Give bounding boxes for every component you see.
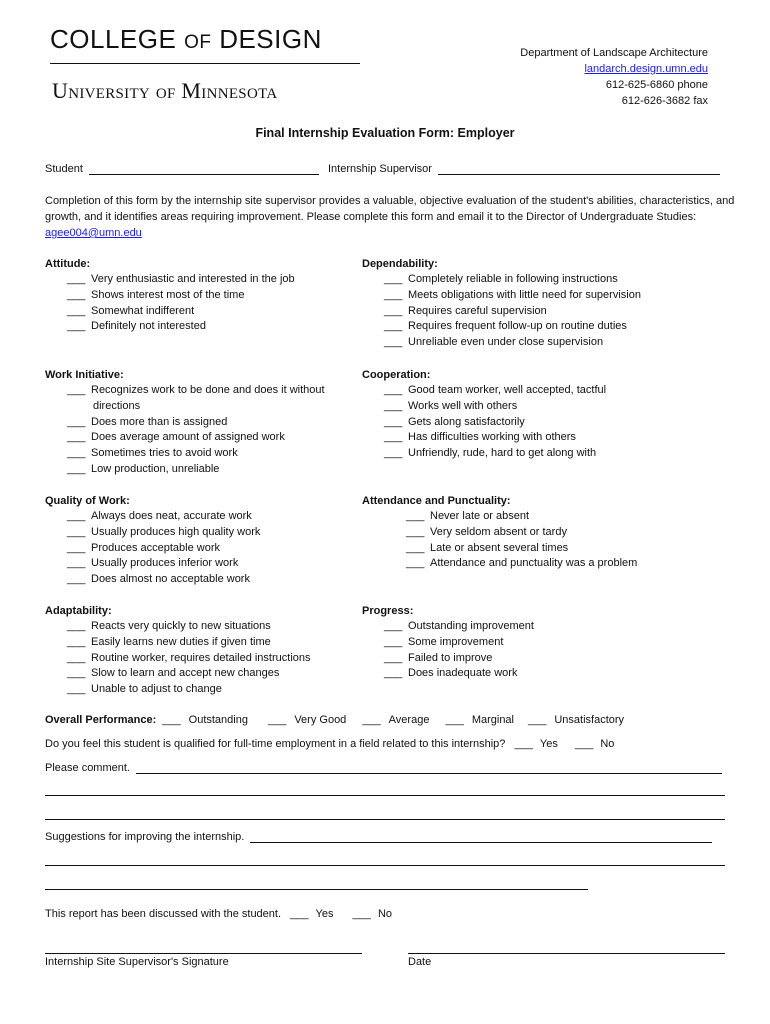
performance-option-blank[interactable]: ___	[362, 714, 381, 726]
checklist-item-continuation-text: directions	[93, 399, 141, 412]
logo-college: COLLEGE	[50, 24, 177, 54]
checklist-item	[384, 304, 702, 320]
checklist-item-label: Slow to learn and accept new changes	[91, 667, 280, 680]
suggestions-line-1[interactable]	[250, 830, 712, 843]
checklist-item-label: Produces acceptable work	[91, 541, 221, 554]
checklist-item-label: Unable to adjust to change	[91, 683, 222, 696]
checkbox-blank[interactable]: ___	[384, 288, 403, 301]
checkbox-blank[interactable]: ___	[384, 667, 403, 680]
checklist-item	[384, 635, 702, 651]
checkbox-blank[interactable]: ___	[384, 336, 403, 349]
checkbox-blank[interactable]: ___	[384, 273, 403, 285]
checklist-item	[384, 666, 702, 682]
logo-design: DESIGN	[219, 24, 322, 54]
checklist-item-label: Does inadequate work	[408, 667, 518, 680]
performance-option-label: Unsatisfactory	[554, 714, 625, 726]
section-title: Attendance and Punctuality:	[362, 495, 511, 507]
checkbox-blank[interactable]: ___	[384, 447, 403, 460]
checklist-item	[384, 446, 702, 462]
progress-section	[362, 603, 702, 682]
intro-text: Completion of this form by the internship site supervisor provides a valuable, objective evaluation of the student's abilities, characteristics, and growth, and it identifies areas requiring improvement. Please complete this form and email it to the Director of Undergraduate Studies:	[45, 195, 735, 223]
dus-email-link[interactable]: agee004@umn.edu	[45, 227, 142, 239]
comment-line-1[interactable]	[136, 761, 722, 774]
checklist-item-label: Good team worker, well accepted, tactful	[408, 384, 607, 396]
discussed-no-label: No	[377, 908, 393, 920]
checklist-item	[67, 383, 355, 399]
checkbox-blank[interactable]: ___	[67, 415, 86, 428]
checklist-item	[67, 462, 355, 478]
checklist-item-label: Usually produces inferior work	[91, 557, 239, 570]
checkbox-blank[interactable]: ___	[67, 304, 86, 317]
checklist-item-label: Has difficulties working with others	[408, 431, 576, 444]
checkbox-blank[interactable]: ___	[384, 304, 403, 317]
qualified-no-label: No	[600, 738, 615, 750]
cooperation-section	[362, 367, 702, 462]
section-title: Attitude:	[45, 258, 91, 270]
checkbox-blank[interactable]: ___	[67, 541, 86, 554]
checkbox-blank[interactable]: ___	[67, 525, 86, 538]
checklist-item	[406, 525, 702, 541]
checklist-item	[67, 288, 355, 304]
checklist-item-label: Requires careful supervision	[408, 304, 547, 317]
checkbox-blank[interactable]: ___	[406, 557, 425, 570]
checklist-item-label: Somewhat indifferent	[91, 304, 195, 317]
checklist-item	[384, 383, 702, 399]
checklist-item-label: Meets obligations with little need for supervision	[408, 288, 641, 301]
section-title: Work Initiative:	[45, 369, 124, 381]
qualified-no-blank[interactable]: ___	[574, 738, 594, 750]
checkbox-blank[interactable]: ___	[67, 462, 86, 475]
performance-option-blank[interactable]: ___	[267, 714, 287, 726]
checkbox-blank[interactable]: ___	[384, 431, 403, 444]
attitude-section	[45, 256, 355, 335]
performance-option-blank[interactable]: ___	[445, 714, 464, 726]
checklist-item-label: Always does neat, accurate work	[91, 510, 252, 522]
qualified-yes-label: Yes	[539, 738, 558, 750]
checklist-item	[384, 651, 702, 667]
checkbox-blank[interactable]: ___	[384, 651, 403, 664]
checkbox-blank[interactable]: ___	[384, 415, 403, 428]
suggestions-line-3[interactable]	[45, 889, 588, 890]
quality-of-work-section	[45, 493, 355, 588]
checklist-item	[67, 272, 355, 288]
date-line[interactable]	[408, 953, 725, 954]
signature-line[interactable]	[45, 953, 362, 954]
checklist-item-label: Never late or absent	[430, 510, 530, 522]
checkbox-blank[interactable]: ___	[67, 651, 86, 664]
supervisor-field[interactable]	[438, 162, 720, 175]
checkbox-blank[interactable]: ___	[67, 683, 86, 696]
comment-row	[45, 761, 722, 774]
comment-line-3[interactable]	[45, 819, 725, 820]
checklist-item-label: Some improvement	[408, 635, 504, 648]
supervisor-row	[328, 162, 720, 175]
discussed-yes-label: Yes	[315, 908, 334, 920]
checklist-item-label: Easily learns new duties if given time	[91, 635, 271, 648]
checklist-item-label: Routine worker, requires detailed instructions	[91, 651, 311, 664]
checklist-item	[67, 682, 355, 698]
section-title: Cooperation:	[362, 369, 431, 381]
checklist-item	[67, 572, 355, 588]
supervisor-label: Internship Supervisor	[328, 163, 432, 175]
checklist-item	[384, 399, 702, 415]
checklist-item-label: Definitely not interested	[91, 320, 206, 333]
discussed-row	[45, 908, 392, 920]
checklist-item	[67, 446, 355, 462]
performance-option-label: Marginal	[471, 714, 514, 726]
signature-label: Internship Site Supervisor's Signature	[45, 956, 229, 968]
checklist-item	[384, 430, 702, 446]
logo-divider	[50, 63, 360, 64]
checklist-item	[384, 319, 702, 335]
checklist-item	[67, 556, 355, 572]
checkbox-blank[interactable]: ___	[67, 620, 86, 632]
department-contact	[520, 45, 708, 109]
checklist-item-label: Works well with others	[408, 399, 518, 412]
discussed-label: This report has been discussed with the student.	[45, 908, 282, 920]
checklist-item	[384, 415, 702, 431]
checkbox-blank[interactable]: ___	[384, 635, 403, 648]
checklist-item-label: Shows interest most of the time	[91, 288, 245, 301]
checkbox-blank[interactable]: ___	[67, 510, 86, 522]
adaptability-section	[45, 603, 355, 698]
checklist-item	[67, 525, 355, 541]
checklist-item	[67, 651, 355, 667]
date-label: Date	[408, 956, 432, 968]
college-of-design-logo	[50, 24, 322, 55]
checkbox-blank[interactable]: ___	[406, 541, 425, 554]
checkbox-blank[interactable]: ___	[67, 447, 86, 460]
checkbox-blank[interactable]: ___	[406, 510, 425, 522]
checklist-item-label: Completely reliable in following instructions	[408, 273, 618, 285]
checklist-item	[67, 415, 355, 431]
checklist-item	[67, 619, 355, 635]
checklist-item	[67, 666, 355, 682]
checkbox-blank[interactable]: ___	[67, 384, 86, 396]
student-row	[45, 162, 319, 175]
overall-performance-label: Overall Performance:	[45, 714, 157, 726]
department-url-link[interactable]: landarch.design.umn.edu	[584, 63, 708, 75]
department-phone: 612-625-6860 phone	[605, 79, 708, 91]
student-field[interactable]	[89, 162, 319, 175]
checklist-item-label: Very seldom absent or tardy	[430, 525, 567, 538]
checklist-item-label: Late or absent several times	[430, 541, 569, 554]
department-name: Department of Landscape Architecture	[520, 47, 708, 59]
checklist-item	[67, 430, 355, 446]
checkbox-blank[interactable]: ___	[384, 399, 403, 412]
department-fax: 612-626-3682 fax	[621, 95, 708, 107]
checklist-item	[406, 556, 702, 572]
suggestions-label: Suggestions for improving the internship.	[45, 831, 245, 843]
dependability-section	[362, 256, 702, 351]
checklist-item-label: Sometimes tries to avoid work	[91, 447, 238, 460]
checkbox-blank[interactable]: ___	[67, 320, 86, 333]
intro-paragraph	[45, 193, 735, 241]
section-title: Adaptability:	[45, 605, 112, 617]
performance-option-blank[interactable]: ___	[162, 714, 181, 726]
comment-line-2[interactable]	[45, 795, 725, 796]
checklist-item-label: Reacts very quickly to new situations	[91, 620, 271, 632]
checkbox-blank[interactable]: ___	[67, 635, 86, 648]
checklist-item	[406, 541, 702, 557]
checklist-item-label: Gets along satisfactorily	[408, 415, 525, 428]
checklist-item	[67, 319, 355, 335]
discussed-yes-blank[interactable]: ___	[290, 908, 309, 920]
checkbox-blank[interactable]: ___	[67, 273, 86, 285]
checkbox-blank[interactable]: ___	[67, 667, 86, 680]
checklist-item-label: Unreliable even under close supervision	[408, 336, 604, 349]
comment-label: Please comment.	[45, 762, 130, 774]
checklist-item-label: Does almost no acceptable work	[91, 573, 250, 586]
checklist-item-label: Recognizes work to be done and does it without	[91, 384, 325, 396]
checkbox-blank[interactable]: ___	[406, 525, 425, 538]
checklist-item	[67, 635, 355, 651]
section-title: Progress:	[362, 605, 414, 617]
checklist-item-label: Low production, unreliable	[91, 462, 220, 475]
work-initiative-section	[45, 367, 355, 478]
discussed-no-blank[interactable]: ___	[352, 908, 371, 920]
checklist-item	[67, 541, 355, 557]
checklist-item-label: Very enthusiastic and interested in the job	[91, 273, 295, 285]
logo-of: OF	[184, 32, 212, 53]
section-title: Dependability:	[362, 258, 438, 270]
checklist-item	[406, 509, 702, 525]
suggestions-line-2[interactable]	[45, 865, 725, 866]
checkbox-blank[interactable]: ___	[67, 431, 86, 444]
performance-option-blank[interactable]: ___	[528, 714, 547, 726]
checkbox-blank[interactable]: ___	[67, 557, 86, 570]
checklist-item-label: Unfriendly, rude, hard to get along with	[408, 447, 597, 460]
checkbox-blank[interactable]: ___	[67, 573, 86, 586]
performance-option-label: Average	[388, 714, 430, 726]
checklist-item-label: Outstanding improvement	[408, 620, 534, 632]
university-logo: University of Minnesota	[52, 78, 278, 103]
checklist-item	[384, 272, 702, 288]
checkbox-blank[interactable]: ___	[384, 620, 403, 632]
section-title: Quality of Work:	[45, 495, 130, 507]
checklist-item	[384, 335, 702, 351]
student-label: Student	[45, 163, 83, 175]
performance-option-label: Very Good	[294, 714, 347, 726]
checklist-item	[384, 288, 702, 304]
checklist-item-label: Requires frequent follow-up on routine duties	[408, 320, 627, 333]
checklist-item	[67, 509, 355, 525]
qualified-question-row	[45, 738, 614, 750]
checklist-item	[384, 619, 702, 635]
checklist-item-label: Does average amount of assigned work	[91, 431, 285, 444]
checkbox-blank[interactable]: ___	[384, 320, 403, 333]
qualified-yes-blank[interactable]: ___	[514, 738, 533, 750]
qualified-question: Do you feel this student is qualified for full-time employment in a field related to this internship?	[45, 738, 506, 750]
attendance-section	[362, 493, 702, 572]
overall-performance-row	[45, 714, 624, 726]
checkbox-blank[interactable]: ___	[384, 384, 403, 396]
performance-option-label: Outstanding	[188, 714, 248, 726]
form-title: Final Internship Evaluation Form: Employer	[255, 126, 515, 140]
suggestions-row	[45, 830, 712, 843]
checklist-item-label: Attendance and punctuality was a problem	[430, 557, 638, 570]
checkbox-blank[interactable]: ___	[67, 288, 86, 301]
checklist-item-label: Does more than is assigned	[91, 415, 228, 428]
checklist-item-label: Failed to improve	[408, 651, 493, 664]
checklist-item	[67, 304, 355, 320]
checklist-item-continuation	[67, 399, 355, 415]
checklist-item-label: Usually produces high quality work	[91, 525, 261, 538]
